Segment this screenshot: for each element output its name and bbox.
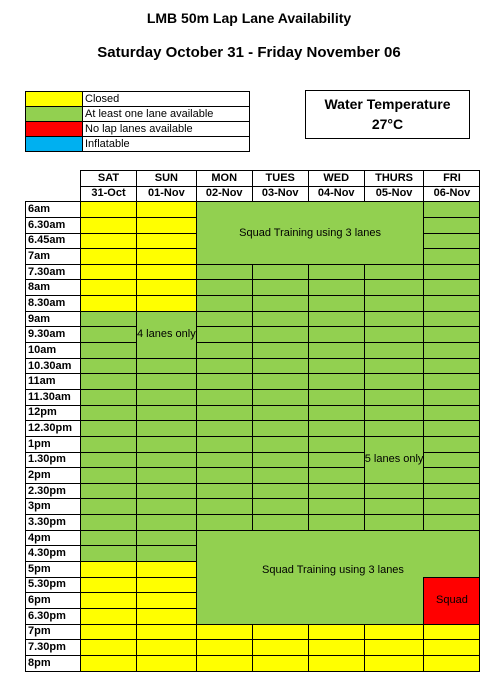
slot-cell xyxy=(196,389,252,405)
slot-cell xyxy=(252,640,308,656)
slot-cell xyxy=(424,374,480,390)
table-row xyxy=(26,327,480,343)
table-row xyxy=(26,515,480,531)
slot-cell xyxy=(137,249,197,265)
slot-cell xyxy=(137,280,197,296)
table-row xyxy=(26,640,480,656)
slot-cell xyxy=(137,468,197,484)
slot-cell xyxy=(424,311,480,327)
slot-cell xyxy=(137,202,197,218)
slot-cell xyxy=(424,436,480,452)
legend-label: Closed xyxy=(83,92,250,107)
slot-cell xyxy=(252,389,308,405)
slot-cell xyxy=(196,452,252,468)
slot-cell xyxy=(308,311,364,327)
slot-cell xyxy=(81,436,137,452)
time-label: 5.30pm xyxy=(26,577,81,593)
time-label: 6am xyxy=(26,202,81,218)
slot-cell xyxy=(81,530,137,546)
slot-cell xyxy=(308,515,364,531)
slot-cell xyxy=(424,405,480,421)
slot-cell xyxy=(252,311,308,327)
header-corner xyxy=(26,171,81,187)
slot-cell xyxy=(196,343,252,359)
slot-cell xyxy=(81,217,137,233)
slot-cell xyxy=(252,515,308,531)
header-days-row xyxy=(26,171,480,187)
slot-cell xyxy=(364,640,424,656)
slot-cell xyxy=(252,327,308,343)
header-date-thurs: 05-Nov xyxy=(364,186,424,202)
slot-cell xyxy=(424,421,480,437)
slot-cell xyxy=(364,358,424,374)
slot-cell xyxy=(137,593,197,609)
time-label: 3pm xyxy=(26,499,81,515)
slot-cell xyxy=(308,264,364,280)
table-row xyxy=(26,296,480,312)
slot-cell xyxy=(81,233,137,249)
slot-cell xyxy=(424,202,480,218)
slot-cell xyxy=(137,483,197,499)
water-temperature-label: Water Temperature xyxy=(324,96,451,112)
slot-cell xyxy=(137,233,197,249)
slot-cell xyxy=(308,640,364,656)
slot-cell xyxy=(424,358,480,374)
legend-swatch-inflatable xyxy=(26,137,83,152)
squad-training-evening-label: Squad Training using 3 lanes xyxy=(262,564,404,576)
slot-cell xyxy=(424,452,480,468)
table-row xyxy=(26,624,480,640)
slot-cell xyxy=(424,327,480,343)
slot-cell xyxy=(81,327,137,343)
slot-cell xyxy=(137,452,197,468)
time-label: 6.30pm xyxy=(26,608,81,624)
time-label: 2.30pm xyxy=(26,483,81,499)
slot-cell xyxy=(308,624,364,640)
slot-cell xyxy=(81,296,137,312)
slot-cell xyxy=(364,264,424,280)
slot-cell xyxy=(308,280,364,296)
header-day-sun: SUN xyxy=(137,171,197,187)
slot-cell xyxy=(424,389,480,405)
slot-cell xyxy=(308,389,364,405)
slot-cell xyxy=(137,421,197,437)
slot-cell xyxy=(308,499,364,515)
slot-cell xyxy=(137,436,197,452)
table-row xyxy=(26,389,480,405)
slot-cell xyxy=(424,343,480,359)
slot-cell xyxy=(308,327,364,343)
slot-cell xyxy=(196,311,252,327)
slot-cell xyxy=(252,436,308,452)
legend-row-available xyxy=(26,107,250,122)
slot-cell xyxy=(81,593,137,609)
header-date-sat: 31-Oct xyxy=(81,186,137,202)
header-date-mon: 02-Nov xyxy=(196,186,252,202)
slot-cell xyxy=(196,405,252,421)
slot-cell xyxy=(81,280,137,296)
slot-cell xyxy=(137,546,197,562)
slot-cell xyxy=(252,499,308,515)
slot-cell xyxy=(424,624,480,640)
slot-cell xyxy=(364,327,424,343)
slot-cell xyxy=(137,608,197,624)
slot-cell xyxy=(81,311,137,327)
slot-cell xyxy=(424,499,480,515)
slot-cell xyxy=(137,530,197,546)
slot-cell xyxy=(137,217,197,233)
header-day-sat: SAT xyxy=(81,171,137,187)
slot-cell xyxy=(137,624,197,640)
slot-cell xyxy=(252,374,308,390)
header-date-tues: 03-Nov xyxy=(252,186,308,202)
time-label: 5pm xyxy=(26,562,81,578)
slot-cell xyxy=(308,421,364,437)
table-row xyxy=(26,358,480,374)
table-row xyxy=(26,202,480,218)
header-day-tues: TUES xyxy=(252,171,308,187)
header-day-fri: FRI xyxy=(424,171,480,187)
slot-cell xyxy=(308,483,364,499)
slot-cell xyxy=(364,483,424,499)
legend-swatch-closed xyxy=(26,92,83,107)
slot-cell xyxy=(137,655,197,671)
slot-cell xyxy=(252,468,308,484)
slot-cell xyxy=(81,405,137,421)
slot-cell xyxy=(196,436,252,452)
time-label: 12.30pm xyxy=(26,421,81,437)
slot-cell xyxy=(196,468,252,484)
slot-cell xyxy=(196,327,252,343)
slot-cell xyxy=(81,483,137,499)
slot-cell xyxy=(137,358,197,374)
slot-cell xyxy=(252,624,308,640)
time-label: 1.30pm xyxy=(26,452,81,468)
slot-cell xyxy=(308,655,364,671)
slot-cell xyxy=(252,421,308,437)
water-temperature-box xyxy=(305,90,470,139)
schedule-table xyxy=(25,170,480,672)
thurs-five-lanes-note: 5 lanes only xyxy=(364,436,424,483)
slot-cell xyxy=(137,515,197,531)
slot-cell xyxy=(196,624,252,640)
slot-cell xyxy=(196,421,252,437)
slot-cell xyxy=(196,499,252,515)
slot-cell xyxy=(424,655,480,671)
slot-cell xyxy=(81,468,137,484)
slot-cell xyxy=(137,405,197,421)
slot-cell xyxy=(81,389,137,405)
slot-cell xyxy=(308,296,364,312)
slot-cell xyxy=(196,280,252,296)
slot-cell xyxy=(252,358,308,374)
time-label: 2pm xyxy=(26,468,81,484)
time-label: 6.45am xyxy=(26,233,81,249)
slot-cell xyxy=(308,374,364,390)
time-label: 7.30pm xyxy=(26,640,81,656)
slot-cell xyxy=(364,374,424,390)
slot-cell xyxy=(81,343,137,359)
slot-cell xyxy=(137,499,197,515)
header-date-fri: 06-Nov xyxy=(424,186,480,202)
header-date-sun: 01-Nov xyxy=(137,186,197,202)
slot-cell xyxy=(308,405,364,421)
table-row xyxy=(26,343,480,359)
slot-cell xyxy=(196,358,252,374)
slot-cell xyxy=(196,264,252,280)
slot-cell xyxy=(137,296,197,312)
slot-cell xyxy=(252,296,308,312)
time-label: 7am xyxy=(26,249,81,265)
table-row xyxy=(26,421,480,437)
slot-cell xyxy=(81,499,137,515)
slot-cell xyxy=(424,217,480,233)
table-row xyxy=(26,577,480,593)
page-title: LMB 50m Lap Lane Availability xyxy=(146,10,352,26)
slot-cell xyxy=(81,577,137,593)
slot-cell xyxy=(252,405,308,421)
slot-cell xyxy=(81,202,137,218)
time-label: 8am xyxy=(26,280,81,296)
header-day-thurs: THURS xyxy=(364,171,424,187)
slot-cell xyxy=(252,452,308,468)
slot-cell xyxy=(364,405,424,421)
slot-cell xyxy=(364,655,424,671)
time-label: 10.30am xyxy=(26,358,81,374)
slot-cell xyxy=(424,468,480,484)
slot-cell xyxy=(81,546,137,562)
slot-cell xyxy=(424,249,480,265)
table-row xyxy=(26,374,480,390)
table-row xyxy=(26,499,480,515)
slot-cell xyxy=(308,343,364,359)
slot-cell xyxy=(252,483,308,499)
legend-swatch-available xyxy=(26,107,83,122)
time-label: 11.30am xyxy=(26,389,81,405)
slot-cell xyxy=(81,562,137,578)
header-day-mon: MON xyxy=(196,171,252,187)
legend-row-closed xyxy=(26,92,250,107)
slot-cell xyxy=(196,296,252,312)
header-day-wed: WED xyxy=(308,171,364,187)
water-temperature-value: 27°C xyxy=(371,116,404,132)
slot-cell xyxy=(81,655,137,671)
slot-cell xyxy=(196,640,252,656)
slot-cell xyxy=(137,264,197,280)
slot-cell xyxy=(424,264,480,280)
slot-cell xyxy=(196,374,252,390)
time-label: 1pm xyxy=(26,436,81,452)
slot-cell xyxy=(81,608,137,624)
table-row xyxy=(26,264,480,280)
slot-cell xyxy=(196,655,252,671)
time-label: 12pm xyxy=(26,405,81,421)
slot-cell xyxy=(252,343,308,359)
table-row xyxy=(26,530,480,546)
squad-training-evening-bottom xyxy=(196,577,424,624)
time-label: 6pm xyxy=(26,593,81,609)
slot-cell xyxy=(364,311,424,327)
legend xyxy=(25,91,250,152)
squad-training-morning: Squad Training using 3 lanes xyxy=(196,202,424,265)
table-row xyxy=(26,655,480,671)
slot-cell xyxy=(81,249,137,265)
slot-cell xyxy=(137,577,197,593)
slot-cell xyxy=(424,233,480,249)
slot-cell xyxy=(424,515,480,531)
slot-cell xyxy=(137,374,197,390)
table-row xyxy=(26,280,480,296)
slot-cell xyxy=(364,515,424,531)
table-row xyxy=(26,483,480,499)
slot-cell xyxy=(424,483,480,499)
header-corner xyxy=(26,186,81,202)
legend-swatch-no-lanes xyxy=(26,122,83,137)
slot-cell xyxy=(137,562,197,578)
time-label: 3.30pm xyxy=(26,515,81,531)
table-row xyxy=(26,405,480,421)
time-label: 7pm xyxy=(26,624,81,640)
slot-cell xyxy=(424,280,480,296)
slot-cell xyxy=(252,264,308,280)
slot-cell xyxy=(252,655,308,671)
slot-cell xyxy=(196,483,252,499)
slot-cell xyxy=(196,515,252,531)
time-label: 11am xyxy=(26,374,81,390)
slot-cell xyxy=(308,358,364,374)
time-label: 9am xyxy=(26,311,81,327)
time-label: 9.30am xyxy=(26,327,81,343)
time-label: 10am xyxy=(26,343,81,359)
table-row xyxy=(26,311,480,327)
date-range: Saturday October 31 - Friday November 06 xyxy=(97,44,401,61)
slot-cell xyxy=(252,280,308,296)
slot-cell xyxy=(137,640,197,656)
slot-cell xyxy=(424,640,480,656)
table-row xyxy=(26,436,480,452)
header-date-wed: 04-Nov xyxy=(308,186,364,202)
slot-cell xyxy=(364,280,424,296)
header-dates-row xyxy=(26,186,480,202)
time-label: 7.30am xyxy=(26,264,81,280)
sun-four-lanes-note: 4 lanes only xyxy=(137,311,197,358)
slot-cell xyxy=(81,374,137,390)
slot-cell xyxy=(308,452,364,468)
slot-cell xyxy=(364,421,424,437)
slot-cell xyxy=(81,452,137,468)
slot-cell xyxy=(364,624,424,640)
legend-label: Inflatable xyxy=(83,137,250,152)
slot-cell xyxy=(137,389,197,405)
fri-squad-block: Squad xyxy=(424,577,480,624)
slot-cell xyxy=(308,436,364,452)
slot-cell xyxy=(364,499,424,515)
slot-cell xyxy=(81,624,137,640)
time-label: 8pm xyxy=(26,655,81,671)
slot-cell xyxy=(424,296,480,312)
legend-label: At least one lane available xyxy=(83,107,250,122)
slot-cell xyxy=(81,640,137,656)
slot-cell xyxy=(364,389,424,405)
legend-row-inflatable xyxy=(26,137,250,152)
slot-cell xyxy=(81,358,137,374)
slot-cell xyxy=(364,296,424,312)
time-label: 8.30am xyxy=(26,296,81,312)
time-label: 4pm xyxy=(26,530,81,546)
time-label: 6.30am xyxy=(26,217,81,233)
slot-cell xyxy=(364,343,424,359)
legend-row-no-lanes xyxy=(26,122,250,137)
slot-cell xyxy=(81,264,137,280)
time-label: 4.30pm xyxy=(26,546,81,562)
legend-label: No lap lanes available xyxy=(83,122,250,137)
slot-cell xyxy=(81,421,137,437)
slot-cell xyxy=(81,515,137,531)
slot-cell xyxy=(308,468,364,484)
